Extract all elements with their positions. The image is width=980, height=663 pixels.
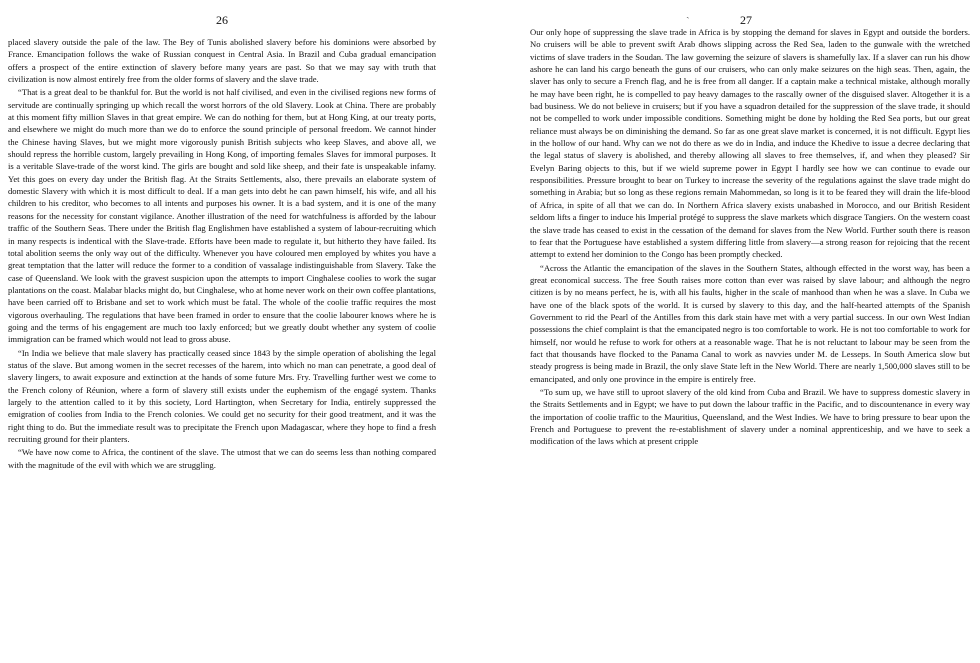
right-paragraph-1: Our only hope of suppressing the slave trade in Africa is by stopping the demand for slaves in Egypt and outside the borders. No cruisers will be able to prevent swift Arab dhows slipping across the Red Sea, laden to the gunwale with the wretched victims of slave traders in the Soudan. The law governing the seizure of slavers is shamefully lax. If a slaver can run his dhow ashore he can land his cargo beneath the guns of our cruisers, who can only make seizures on the high seas. Then, again, the slaver has only to secure a French flag, and he is free from all danger. If a captain make a technical mistake, although morally he may have been right, he is compelled to pay heavy damages to the rascally owner of the disguised slaver. Altogether it is a bad business. We do not believe in cruisers; but if you have a squadron detailed for the suppression of the slave trade, it should not be compelled to work under impossible conditions. Something might be done by holding the Red Sea ports, but our great reliance must always be on diminishing the demand. So far as one great slave market is concerned, it is not difficult. Egypt lies in the hollow of our hand. Why can we not do there as we do in India, and induce the Khedive to issue a decree declaring that the legal status of slavery is abolished, and thereby allowing all slaves to free themselves, if, and when they pleased? Sir Evelyn Baring objects to this, but if we wield supreme power in Egypt I hardly see how we can continue to evade our responsibilities. Pressure brought to bear on Turkey to increase the severity of the regulations against the slave trade might do something in Arabia; but so long as these regions remain Mahommedan, so long is it to be feared they will drain the life-blood of Africa, in spite of all that we can do. In Northern Africa slavery exists unabashed in Morocco, and our British Resident seldom lifts a finger to induce his Imperial protégé to suppress the slave markets which disgrace Tangiers. On the western coast the slave trade has ceased to exist in the cessation of the demand for slaves from the New World. Further south there is reason to fear that the Portuguese have established a system differing little from slavery—a strong reason for rejoicing that the recent attempt to extend her dominion to the Congo has been promptly checked. [530,27,970,260]
left-paragraph-4: “We have now come to Africa, the continent of the slave. The utmost that we can do seems less than nothing compared with the magnitude of the evil with which we are struggling. [8,447,436,470]
left-page-body [8,36,436,471]
right-paragraph-2: “Across the Atlantic the emancipation of the slaves in the Southern States, although effected in the worst way, has been a great economical success. The free South raises more cotton than ever was raised by slave labour; and although the negro citizen is by no means perfect, he is, with all his faults, higher in the scale of manhood than when he was a slave. In Cuba we have one of the black spots of the world. It is cursed by slavery to this day, and the half-hearted attempts of the Spanish Government to rid the Pearl of the Antilles from this dark stain have met with a very partial success. In our own West Indian possessions the chief complaint is that the emancipated negro is too comfortable to work. He is not too comfortable to work for himself, nor would he refuse to work for others at a reasonable wage. That he is not reluctant to labour may be seen from the fact that thousands have flocked to the Panama Canal to work as navvies under M. de Lesseps. In South America slow but steady progress is being made in Brazil, the only slave State left in the New World. There are nearly 1,500,000 slaves still to be emancipated, and only one province in the empire is entirely free. [530,262,970,384]
ink-speck-mark: ˎ [686,7,690,19]
left-paragraph-3: “In India we believe that male slavery has practically ceased since 1843 by the simple operation of abolishing the legal status of the slave. But among women in the secret recesses of the harem, into which no man can penetrate, a good deal of slavery lingers, to await exposure and extinction at the hands of some future Mrs. Fry. Travelling further west we come to the French colony of Réunion, where a form of slavery still exists under the euphemism of the engagé system. Thanks largely to the attention called to it by this society, Lord Hartington, when Secretary for India, entirely suppressed the emigration of coolies from India to the French colonies. We could get no security for their good treatment, and it was the right thing to do. But the immediate result was to precipitate the French upon Madagascar, where they hope to find a fresh recruiting ground for their planters. [8,347,436,444]
right-page [530,0,970,663]
page-number-left: 26 [216,13,228,27]
right-paragraph-3: “To sum up, we have still to uproot slavery of the old kind from Cuba and Brazil. We have to suppress domestic slavery in the Straits Settlements and in Egypt; we have to put down the labour traffic in the Pacific, and to discountenance in every way the importation of coolie traffic to the Mauritius, Queensland, and the West Indies. We have to bring pressure to bear upon the French and Portuguese to prevent the re-establishment of slavery under a nominal apprenticeship, and we have to seek a modification of the laws which at present cripple [530,386,970,447]
left-paragraph-1: placed slavery outside the pale of the law. The Bey of Tunis abolished slavery before his dominions were absorbed by France. Emancipation follows the wake of Russian conquest in Central Asia. In Brazil and Cuba gradual emancipation offers a prospect of the entire extinction of slavery before many years are past. So that we may say with truth that civilization is now almost entirely free from the older forms of slavery and the slave trade. [8,37,436,85]
left-paragraph-2: “That is a great deal to be thankful for. But the world is not half civilised, and even in the civilised regions new forms of servitude are continually springing up which recall the worst horrors of the old Slavery. Look at China. There are probably at this moment fifty million Slaves in that great empire. We can do nothing for them, but at Hong King, at our treaty ports, and elsewhere we might do much more than we do to enforce the sound principle of personal freedom. We cannot hinder the Chinese having Slaves, but we might more vigorously punish British subjects who keep Slaves, and above all, we should repress the horrible custom, largely prevailing in Hong Kong, of importing females Slaves for immoral purposes. It is a veritable Slave-trade of the worst kind. The girls are bought and sold like sheep, and their fate is unspeakable infamy. Yet this goes on every day under the British flag. At the Straits Settlements, also, there prevails an elaborate system of domestic Slavery with which it is most difficult to deal. If a man gets into debt he can pawn himself, his wife, and all his children to his creditor, who becomes to all intents and purposes his owner. It is a bad system, and it is one of the many reasons for the necessity for constant vigilance. Another illustration of the need for watchfulness is afforded by the labour traffic of the Southern Seas. There under the British flag Englishmen have established a system of labour-recruiting which in many respects is indentical with the Slave-trade. Efforts have been made to regulate it, but hitherto they have failed. Its total abolition seems the only way out of the difficulty. Whenever you have coloured men employed by whites you have a great temptation that the latter will reduce the former to a condition of vassalage indistinguishable from Slavery. Take the case of Queensland. We look with the gravest suspicion upon the attempts to import Cinghalese coolies to work the sugar plantations on the coast. Malabar blacks might do, but Cinghalese, who at home never work on their own coffee plantations, have been carried off to Brisbane and set to work which must be fatal. The whole of the coolie traffic requires the most vigorous overhauling. The regulations that have been framed in order to ensure that the coolie labourer knows where he is going and the terms of his engagement are much too laxly enforced; but we greatly doubt whether any system of coolie immigration can be framed which would not lead to gross abuse. [8,87,436,345]
right-page-body [530,26,970,448]
page-number-right: 27 [740,13,752,27]
left-page [8,0,436,663]
